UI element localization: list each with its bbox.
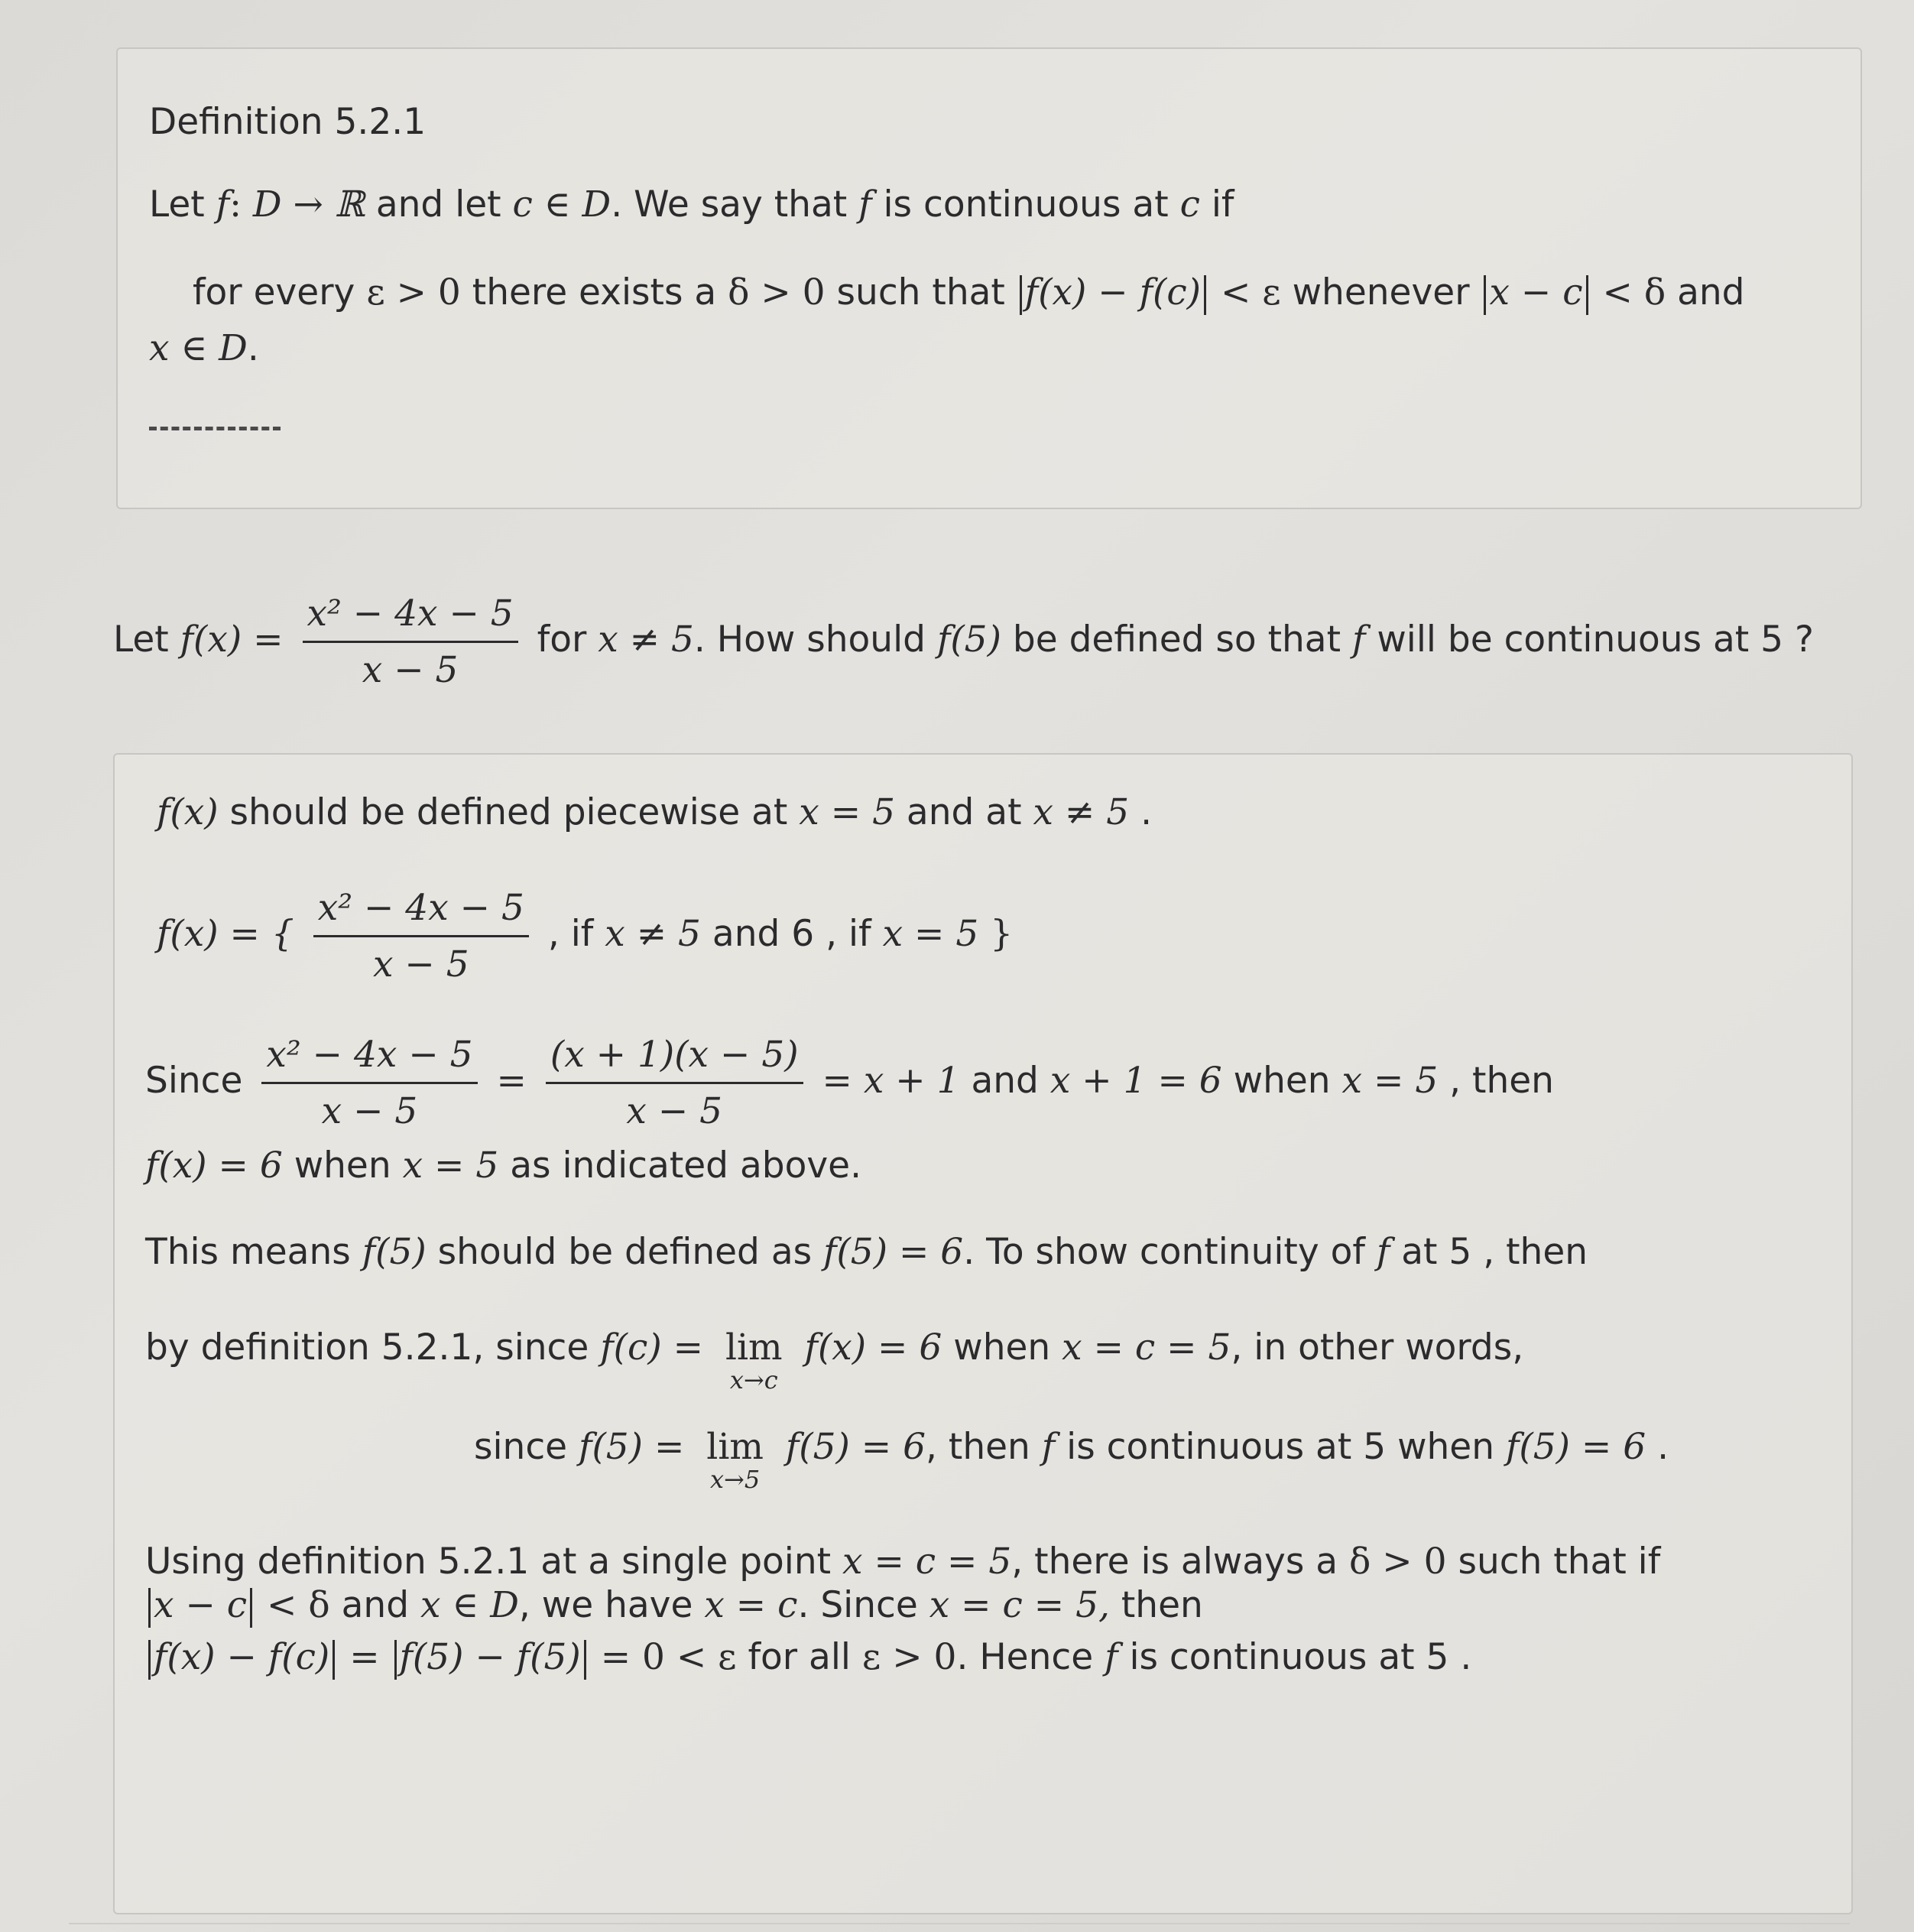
answer-line-1: f(x) should be defined piecewise at x = 5 and at x ≠ 5 . [157, 791, 1153, 833]
question-fraction: $\frac{\text{x² − 4x − 5}}{x - 5}$ [303, 593, 518, 691]
answer-line-10: f(x) − f(c) = f(5) − f(5) = 0 < ε for all ε > 0. Hence f is continuous at 5 . [145, 1636, 1471, 1680]
definition-title: Definition 5.2.1 [149, 101, 427, 143]
page-bottom-rule [69, 1923, 1850, 1924]
definition-line-1: Let f: D → ℝ and let c ∈ D. We say that f is continuous at c if [149, 183, 1234, 226]
question-line: Let f(x) = $\frac{\text{x² − 4x − 5}}{x - 5}$ for x ≠ 5. How should f(5) be defined so that f will be continuous at 5 ? [113, 593, 1814, 691]
answer-line-8: Using definition 5.2.1 at a single point x = c = 5, there is always a δ > 0 such that if [145, 1541, 1661, 1583]
answer-line-5: This means f(5) should be defined as f(5) = 6. To show continuity of f at 5 , then [145, 1231, 1588, 1273]
dashed-separator [149, 427, 281, 430]
answer-line-7: since f(5) = lim x→5 f(5) = 6, then f is continuous at 5 when f(5) = 6 . [474, 1426, 1669, 1494]
definition-line-2: for every ε > 0 there exists a δ > 0 such that f(x) − f(c) < ε whenever x − c < δ and [193, 271, 1745, 313]
since-fraction-2: $\frac{(x + 1)(x - 5)}{x - 5}$ [546, 1034, 803, 1132]
answer-piecewise: f(x) = { $\frac{\text{x² − 4x − 5}}{x - 5}$ , if x ≠ 5 and 6 , if x = 5 } [157, 887, 1014, 985]
since-fraction-1: $\frac{\text{x² − 4x − 5}}{x - 5}$ [261, 1034, 477, 1132]
answer-line-6: by definition 5.2.1, since f(c) = lim x→c f(x) = 6 when x = c = 5, in other words, [145, 1326, 1524, 1395]
answer-line-9: x − c < δ and x ∈ D, we have x = c. Since x = c = 5, then [145, 1584, 1203, 1628]
definition-line-3: x ∈ D. [149, 327, 259, 369]
piecewise-fraction: $\frac{\text{x² − 4x − 5}}{x - 5}$ [313, 887, 529, 985]
answer-since-line: Since $\frac{\text{x² − 4x − 5}}{x - 5}$ = $\frac{(x + 1)(x - 5)}{x - 5}$ = x + 1 and x + 1 = 6 when x = 5 , then [145, 1034, 1554, 1132]
answer-line-4: f(x) = 6 when x = 5 as indicated above. [145, 1145, 862, 1187]
